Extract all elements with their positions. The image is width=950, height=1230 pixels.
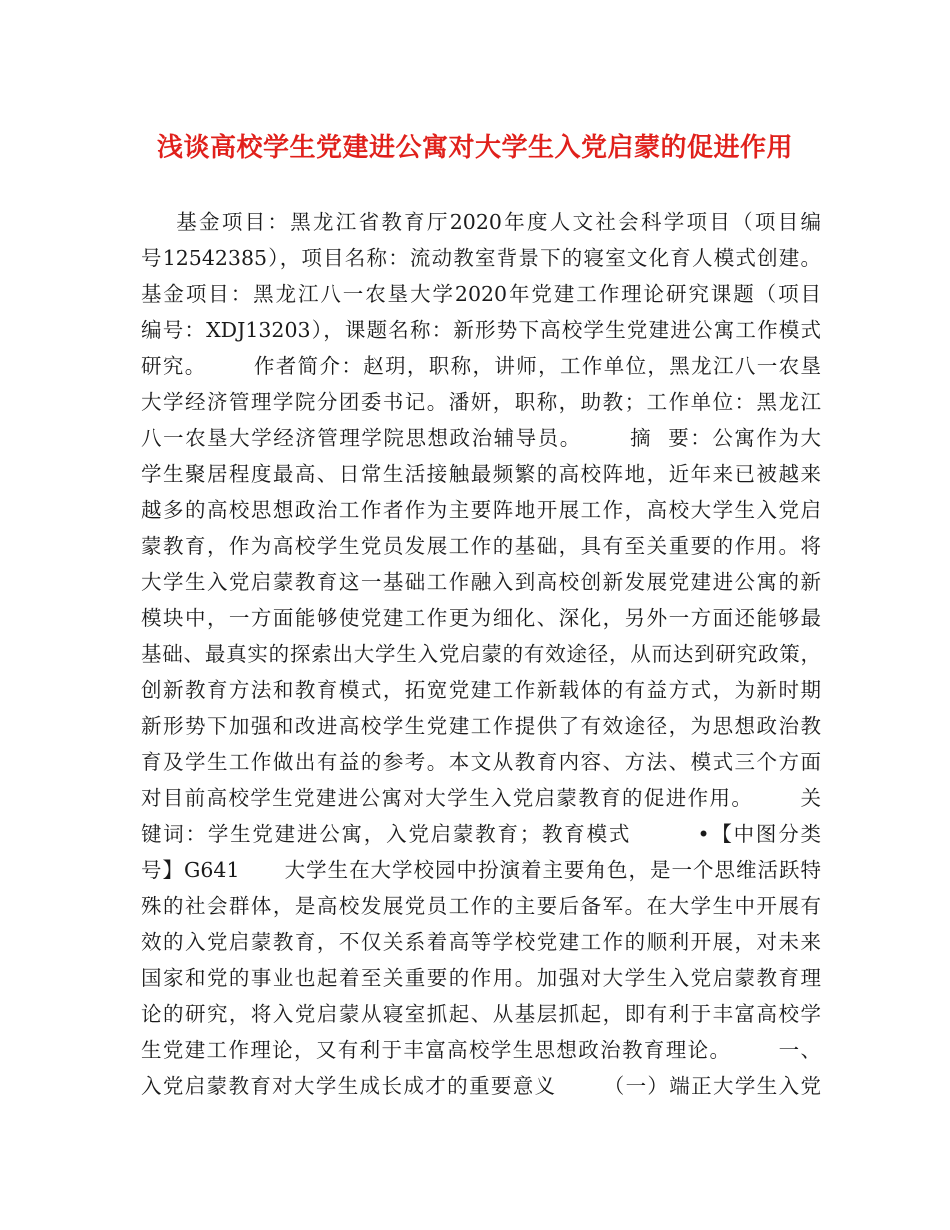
paragraph-line: 八一农垦大学经济管理学院思想政治辅导员。 摘 要：公寓作为大 — [141, 426, 821, 450]
paragraph-line: 大学生入党启蒙教育这一基础工作融入到高校创新发展党建进公寓的新 — [141, 570, 821, 594]
paragraph-line: 编号：XDJ13203），课题名称：新形势下高校学生党建进公寓工作模式 — [141, 318, 821, 342]
paragraph-line: 键词：学生党建进公寓，入党启蒙教育；教育模式 •【中图分类 — [141, 822, 821, 846]
paragraph-line: 越多的高校思想政治工作者作为主要阵地开展工作，高校大学生入党启 — [141, 498, 821, 522]
paragraph-line: 基础、最真实的探索出大学生入党启蒙的有效途径，从而达到研究政策， — [141, 642, 821, 666]
paragraph-line: 生党建工作理论，又有利于丰富高校学生思想政治教育理论。 一、 — [141, 1038, 821, 1062]
paragraph-line: 学生聚居程度最高、日常生活接触最频繁的高校阵地，近年来已被越来 — [141, 462, 821, 486]
paragraph-line: 育及学生工作做出有益的参考。本文从教育内容、方法、模式三个方面 — [141, 750, 821, 774]
paragraph-line: 大学经济管理学院分团委书记。潘妍，职称，助教；工作单位：黑龙江 — [141, 390, 821, 414]
document-body — [141, 204, 821, 1104]
paragraph-line: 号】G641 大学生在大学校园中扮演着主要角色，是一个思维活跃特 — [141, 858, 821, 882]
paragraph-line: 论的研究，将入党启蒙从寝室抓起、从基层抓起，即有利于丰富高校学 — [141, 1002, 821, 1026]
paragraph-line: 基金项目：黑龙江八一农垦大学2020年党建工作理论研究课题（项目 — [141, 282, 821, 306]
paragraph-line: 蒙教育，作为高校学生党员发展工作的基础，具有至关重要的作用。将 — [141, 534, 821, 558]
paragraph-line: 基金项目：黑龙江省教育厅2020年度人文社会科学项目（项目编 — [141, 210, 821, 234]
paragraph-line: 殊的社会群体，是高校发展党员工作的主要后备军。在大学生中开展有 — [141, 894, 821, 918]
paragraph-line: 对目前高校学生党建进公寓对大学生入党启蒙教育的促进作用。 关 — [141, 786, 821, 810]
paragraph-line: 模块中，一方面能够使党建工作更为细化、深化，另外一方面还能够最 — [141, 606, 821, 630]
paragraph-line: 国家和党的事业也起着至关重要的作用。加强对大学生入党启蒙教育理 — [141, 966, 821, 990]
paragraph-line: 入党启蒙教育对大学生成长成才的重要意义 （一）端正大学生入党 — [141, 1074, 821, 1098]
paragraph-line: 效的入党启蒙教育，不仅关系着高等学校党建工作的顺利开展，对未来 — [141, 930, 821, 954]
paragraph-line: 号12542385），项目名称：流动教室背景下的寝室文化育人模式创建。 — [141, 246, 821, 270]
paragraph-line: 创新教育方法和教育模式，拓宽党建工作新载体的有益方式，为新时期 — [141, 678, 821, 702]
paragraph-line: 新形势下加强和改进高校学生党建工作提供了有效途径，为思想政治教 — [141, 714, 821, 738]
paragraph-line: 研究。 作者简介：赵玥，职称，讲师，工作单位，黑龙江八一农垦 — [141, 354, 821, 378]
document-title: 浅谈高校学生党建进公寓对大学生入党启蒙的促进作用 — [156, 133, 793, 163]
